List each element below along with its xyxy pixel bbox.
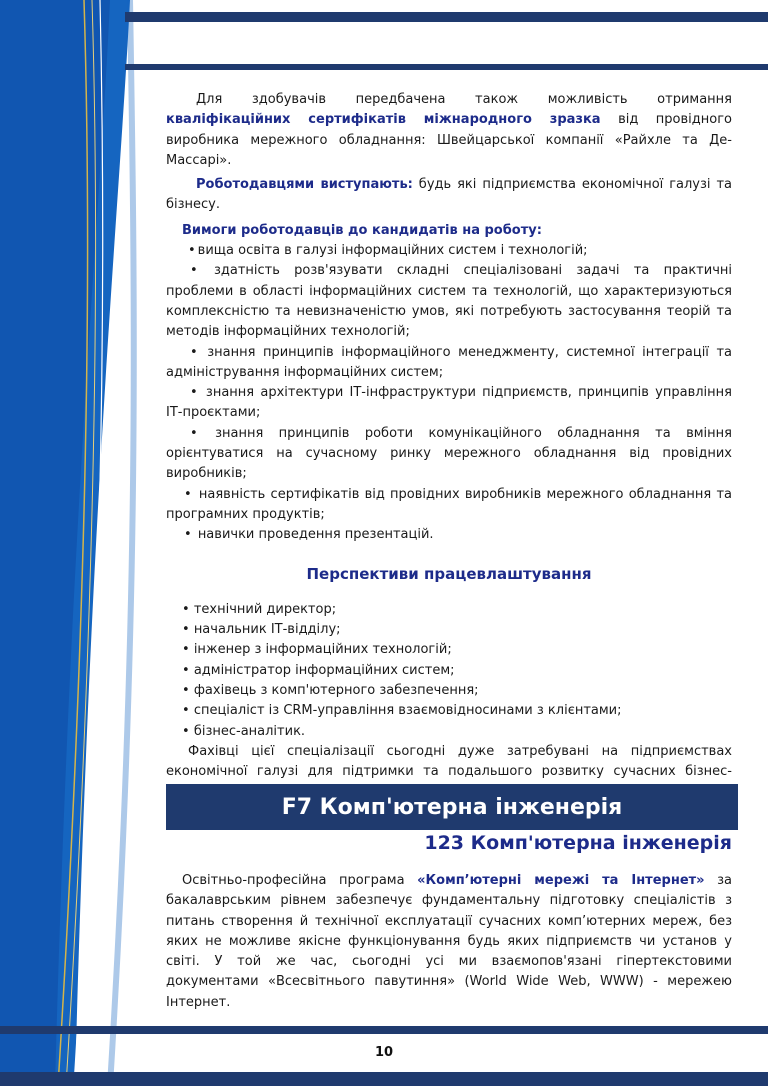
list-item: • здатність розв'язувати складні спеціалізовані задачі та практичні проблеми в області інформаційних систем та технологій, що характеризуються комплексністю та невизначеністю умов, які потребують застосування теорій та методів інформаційних технологій; (166, 263, 732, 340)
list-item: • бізнес-аналітик. (182, 723, 306, 739)
list-item: • інженер з інформаційних технологій; (182, 642, 452, 658)
list-item: • знання принципів роботи комунікаційного обладнання та вміння орієнтуватися на сучасному ринку мережного обладнання від провідних виробників; (166, 425, 732, 482)
intro-paragraph: Для здобувачів передбачена також можливість отримання кваліфікаційних сертифікатів міжнародного зразка від провідного виробника мережного обладнання: Швейцарської компанії «Райхле та Де-Массарі». (166, 92, 732, 168)
top-bar (125, 12, 768, 22)
bottom-bar-thick (0, 1072, 768, 1086)
list-item: • вища освіта в галузі інформаційних систем і технологій; (188, 243, 588, 259)
list-item: • технічний директор; (182, 601, 337, 617)
certificate-highlight: кваліфікаційних сертифікатів міжнародного зразка (166, 112, 601, 128)
list-item: • наявність сертифікатів від провідних виробників мережного обладнання та програмних продуктів; (166, 486, 732, 522)
section-banner: F7 Комп'ютерна інженерія (166, 784, 738, 830)
employers-paragraph: Роботодавцями виступають: будь які підприємства економічної галузі та бізнесу. (166, 177, 732, 213)
page-number: 10 (374, 1045, 394, 1060)
program-paragraph: Освітньо-професійна програма «Комп’ютерні мережі та Інтернет» за бакалаврським рівнем забезпечує фундаментальну підготовку спеціалістів з питань створення й технічної експлуатації сучасних комп’ютерних мереж, без яких не можливе якісне функціонування будь яких підприємств чи установ у світі. У той же час, сьогодні усі ми взаємопов'язані гіпертекстовими документами «Всесвітнього павутиння» (World Wide Web, WWW) - мережею Інтернет. (166, 873, 732, 1010)
career-heading: Перспективи працевлаштування (306, 564, 592, 583)
list-item: • знання принципів інформаційного менеджменту, системної інтеграції та адміністрування інформаційних систем; (166, 344, 732, 380)
career-list (166, 600, 732, 742)
bottom-bar (0, 1026, 768, 1034)
list-item: • начальник ІТ-відділу; (182, 622, 341, 638)
list-item: • адміністратор інформаційних систем; (182, 662, 455, 678)
list-item: • навички проведення презентацій. (184, 527, 434, 543)
program-name: «Комп’ютерні мережі та Інтернет» (417, 873, 705, 888)
employers-label: Роботодавцями виступають: (196, 177, 413, 193)
list-item: • знання архітектури ІТ-інфраструктури підприємств, принципів управління ІТ-проєктами; (166, 385, 732, 421)
career-summary: Фахівці цієї спеціалізації сьогодні дуже затребувані на підприємствах економічної галузі для підтримки та подальшого розвитку сучасних бізнес- (166, 743, 732, 780)
specialty-heading: 123 Комп'ютерна інженерія (424, 832, 732, 854)
list-item: • спеціаліст із CRM-управління взаємовідносинами з клієнтами; (182, 703, 622, 719)
requirements-list (166, 241, 732, 545)
top-bar-thin (125, 64, 768, 70)
requirements-title: Вимоги роботодавців до кандидатів на роботу: (182, 222, 542, 238)
program-description (166, 871, 732, 1013)
list-item: • фахівець з комп'ютерного забезпечення; (182, 683, 479, 699)
main-content (166, 90, 732, 803)
